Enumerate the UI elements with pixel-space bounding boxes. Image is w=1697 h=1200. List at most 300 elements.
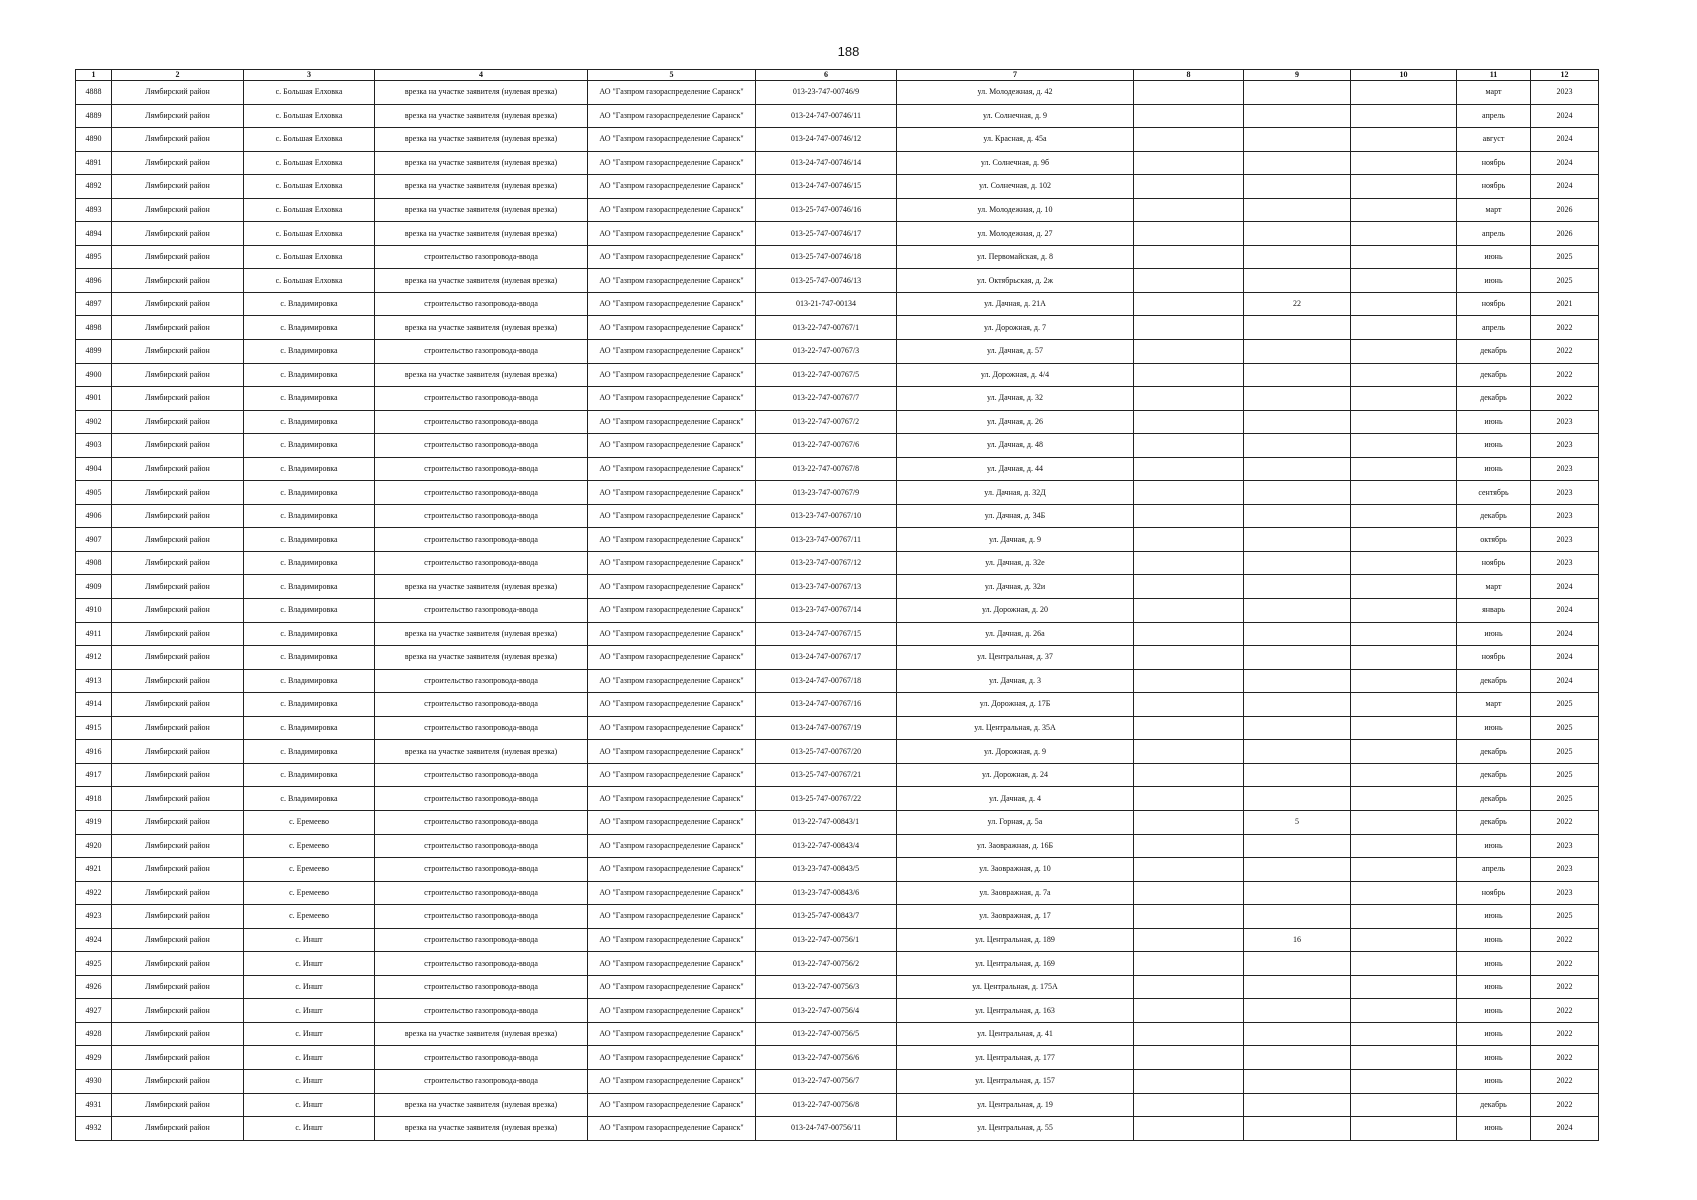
month-cell: ноябрь [1457,551,1531,575]
year-cell: 2023 [1531,481,1599,505]
month-cell: декабрь [1457,763,1531,787]
column-10-cell [1351,1069,1457,1093]
work-type-cell: врезка на участке заявителя (нулевая врезка) [375,104,588,128]
column-10-cell [1351,763,1457,787]
address-cell: ул. Дачная, д. 32Д [897,481,1134,505]
district-cell: Лямбирский район [112,504,244,528]
table-row [76,104,1599,128]
settlement-cell: с. Иншт [244,1117,375,1141]
column-9-cell [1244,858,1351,882]
column-9-cell [1244,740,1351,764]
row-number-cell: 4917 [76,763,112,787]
column-8-cell [1134,952,1244,976]
column-9-cell [1244,269,1351,293]
table-row [76,834,1599,858]
month-cell: июнь [1457,269,1531,293]
column-header: 5 [588,70,756,81]
address-cell: ул. Заовражная, д. 10 [897,858,1134,882]
header-row [76,70,1599,81]
row-number-cell: 4912 [76,646,112,670]
district-cell: Лямбирский район [112,881,244,905]
work-type-cell: врезка на участке заявителя (нулевая врезка) [375,1022,588,1046]
settlement-cell: с. Иншт [244,1046,375,1070]
column-8-cell [1134,481,1244,505]
row-number-cell: 4923 [76,905,112,929]
table-row [76,905,1599,929]
row-number-cell: 4898 [76,316,112,340]
column-8-cell [1134,975,1244,999]
row-number-cell: 4927 [76,999,112,1023]
contract-number-cell: 013-23-747-00767/14 [756,599,897,623]
address-cell: ул. Октябрьская, д. 2ж [897,269,1134,293]
month-cell: июнь [1457,410,1531,434]
row-number-cell: 4922 [76,881,112,905]
year-cell: 2025 [1531,716,1599,740]
column-8-cell [1134,693,1244,717]
month-cell: июнь [1457,952,1531,976]
column-10-cell [1351,881,1457,905]
district-cell: Лямбирский район [112,222,244,246]
address-cell: ул. Дачная, д. 32 [897,387,1134,411]
table-row [76,740,1599,764]
row-number-cell: 4918 [76,787,112,811]
address-cell: ул. Центральная, д. 169 [897,952,1134,976]
row-number-cell: 4913 [76,669,112,693]
row-number-cell: 4901 [76,387,112,411]
organization-cell: АО "Газпром газораспределение Саранск" [588,457,756,481]
district-cell: Лямбирский район [112,528,244,552]
settlement-cell: с. Иншт [244,999,375,1023]
column-8-cell [1134,528,1244,552]
column-8-cell [1134,646,1244,670]
contract-number-cell: 013-25-747-00746/17 [756,222,897,246]
column-9-cell [1244,975,1351,999]
table-row [76,410,1599,434]
settlement-cell: с. Владимировка [244,504,375,528]
column-8-cell [1134,1093,1244,1117]
settlement-cell: с. Владимировка [244,457,375,481]
table-row [76,151,1599,175]
column-8-cell [1134,810,1244,834]
row-number-cell: 4892 [76,175,112,199]
column-8-cell [1134,387,1244,411]
column-9-cell: 16 [1244,928,1351,952]
month-cell: декабрь [1457,787,1531,811]
table-row [76,198,1599,222]
organization-cell: АО "Газпром газораспределение Саранск" [588,763,756,787]
column-8-cell [1134,504,1244,528]
work-type-cell: строительство газопровода-ввода [375,387,588,411]
column-9-cell [1244,716,1351,740]
contract-number-cell: 013-24-747-00746/14 [756,151,897,175]
year-cell: 2025 [1531,269,1599,293]
year-cell: 2024 [1531,669,1599,693]
settlement-cell: с. Большая Елховка [244,245,375,269]
contract-number-cell: 013-22-747-00756/7 [756,1069,897,1093]
column-9-cell [1244,434,1351,458]
month-cell: апрель [1457,222,1531,246]
column-9-cell [1244,1117,1351,1141]
column-8-cell [1134,104,1244,128]
settlement-cell: с. Владимировка [244,316,375,340]
column-10-cell [1351,575,1457,599]
row-number-cell: 4900 [76,363,112,387]
district-cell: Лямбирский район [112,340,244,364]
year-cell: 2025 [1531,245,1599,269]
organization-cell: АО "Газпром газораспределение Саранск" [588,669,756,693]
contract-number-cell: 013-25-747-00746/16 [756,198,897,222]
address-cell: ул. Центральная, д. 37 [897,646,1134,670]
table-row [76,693,1599,717]
address-cell: ул. Дачная, д. 32и [897,575,1134,599]
month-cell: июнь [1457,834,1531,858]
work-type-cell: врезка на участке заявителя (нулевая врезка) [375,151,588,175]
year-cell: 2024 [1531,128,1599,152]
column-8-cell [1134,1069,1244,1093]
column-10-cell [1351,787,1457,811]
column-8-cell [1134,434,1244,458]
address-cell: ул. Дорожная, д. 17Б [897,693,1134,717]
address-cell: ул. Центральная, д. 189 [897,928,1134,952]
district-cell: Лямбирский район [112,363,244,387]
settlement-cell: с. Владимировка [244,740,375,764]
column-header: 10 [1351,70,1457,81]
table-row [76,81,1599,105]
district-cell: Лямбирский район [112,1069,244,1093]
year-cell: 2023 [1531,858,1599,882]
month-cell: ноябрь [1457,646,1531,670]
column-10-cell [1351,104,1457,128]
work-type-cell: врезка на участке заявителя (нулевая врезка) [375,222,588,246]
column-9-cell [1244,316,1351,340]
organization-cell: АО "Газпром газораспределение Саранск" [588,810,756,834]
settlement-cell: с. Еремеево [244,858,375,882]
year-cell: 2023 [1531,504,1599,528]
column-9-cell [1244,128,1351,152]
contract-number-cell: 013-22-747-00767/2 [756,410,897,434]
address-cell: ул. Дачная, д. 21А [897,292,1134,316]
column-8-cell [1134,316,1244,340]
month-cell: март [1457,575,1531,599]
month-cell: апрель [1457,858,1531,882]
column-8-cell [1134,669,1244,693]
work-type-cell: строительство газопровода-ввода [375,669,588,693]
contract-number-cell: 013-22-747-00756/8 [756,1093,897,1117]
address-cell: ул. Горная, д. 5а [897,810,1134,834]
month-cell: декабрь [1457,1093,1531,1117]
contract-number-cell: 013-21-747-00134 [756,292,897,316]
year-cell: 2022 [1531,1022,1599,1046]
work-type-cell: строительство газопровода-ввода [375,810,588,834]
organization-cell: АО "Газпром газораспределение Саранск" [588,646,756,670]
organization-cell: АО "Газпром газораспределение Саранск" [588,858,756,882]
organization-cell: АО "Газпром газораспределение Саранск" [588,1046,756,1070]
organization-cell: АО "Газпром газораспределение Саранск" [588,693,756,717]
address-cell: ул. Центральная, д. 157 [897,1069,1134,1093]
contract-number-cell: 013-23-747-00767/12 [756,551,897,575]
register-table [75,69,1599,1141]
address-cell: ул. Центральная, д. 175А [897,975,1134,999]
settlement-cell: с. Владимировка [244,363,375,387]
work-type-cell: строительство газопровода-ввода [375,1069,588,1093]
column-8-cell [1134,198,1244,222]
month-cell: март [1457,693,1531,717]
row-number-cell: 4930 [76,1069,112,1093]
row-number-cell: 4908 [76,551,112,575]
row-number-cell: 4899 [76,340,112,364]
organization-cell: АО "Газпром газораспределение Саранск" [588,363,756,387]
address-cell: ул. Молодежная, д. 42 [897,81,1134,105]
table-row [76,504,1599,528]
column-10-cell [1351,387,1457,411]
table-row [76,599,1599,623]
settlement-cell: с. Большая Елховка [244,151,375,175]
address-cell: ул. Дачная, д. 57 [897,340,1134,364]
work-type-cell: врезка на участке заявителя (нулевая врезка) [375,363,588,387]
column-8-cell [1134,575,1244,599]
year-cell: 2025 [1531,763,1599,787]
table-row [76,787,1599,811]
contract-number-cell: 013-24-747-00756/11 [756,1117,897,1141]
organization-cell: АО "Газпром газораспределение Саранск" [588,316,756,340]
column-8-cell [1134,363,1244,387]
organization-cell: АО "Газпром газораспределение Саранск" [588,245,756,269]
month-cell: ноябрь [1457,881,1531,905]
contract-number-cell: 013-23-747-00767/11 [756,528,897,552]
table-row [76,622,1599,646]
column-9-cell: 22 [1244,292,1351,316]
work-type-cell: врезка на участке заявителя (нулевая врезка) [375,128,588,152]
contract-number-cell: 013-22-747-00756/3 [756,975,897,999]
table-row [76,316,1599,340]
year-cell: 2024 [1531,1117,1599,1141]
column-8-cell [1134,457,1244,481]
district-cell: Лямбирский район [112,457,244,481]
district-cell: Лямбирский район [112,481,244,505]
column-header: 2 [112,70,244,81]
column-10-cell [1351,128,1457,152]
contract-number-cell: 013-25-747-00746/13 [756,269,897,293]
district-cell: Лямбирский район [112,151,244,175]
row-number-cell: 4926 [76,975,112,999]
year-cell: 2022 [1531,928,1599,952]
table-row [76,292,1599,316]
address-cell: ул. Дачная, д. 44 [897,457,1134,481]
column-8-cell [1134,128,1244,152]
year-cell: 2024 [1531,175,1599,199]
organization-cell: АО "Газпром газораспределение Саранск" [588,952,756,976]
year-cell: 2022 [1531,1046,1599,1070]
address-cell: ул. Дорожная, д. 4/4 [897,363,1134,387]
contract-number-cell: 013-22-747-00767/1 [756,316,897,340]
table-row [76,175,1599,199]
row-number-cell: 4894 [76,222,112,246]
month-cell: июнь [1457,999,1531,1023]
contract-number-cell: 013-25-747-00767/21 [756,763,897,787]
settlement-cell: с. Владимировка [244,410,375,434]
organization-cell: АО "Газпром газораспределение Саранск" [588,340,756,364]
contract-number-cell: 013-24-747-00746/11 [756,104,897,128]
column-8-cell [1134,1022,1244,1046]
work-type-cell: строительство газопровода-ввода [375,858,588,882]
column-9-cell [1244,340,1351,364]
column-header: 11 [1457,70,1531,81]
column-8-cell [1134,222,1244,246]
column-10-cell [1351,551,1457,575]
column-9-cell [1244,646,1351,670]
row-number-cell: 4890 [76,128,112,152]
work-type-cell: строительство газопровода-ввода [375,1046,588,1070]
year-cell: 2022 [1531,975,1599,999]
district-cell: Лямбирский район [112,834,244,858]
row-number-cell: 4907 [76,528,112,552]
organization-cell: АО "Газпром газораспределение Саранск" [588,575,756,599]
table-row [76,222,1599,246]
settlement-cell: с. Владимировка [244,716,375,740]
column-10-cell [1351,151,1457,175]
district-cell: Лямбирский район [112,104,244,128]
column-9-cell [1244,1022,1351,1046]
table-row [76,999,1599,1023]
work-type-cell: строительство газопровода-ввода [375,928,588,952]
column-10-cell [1351,693,1457,717]
column-8-cell [1134,1117,1244,1141]
contract-number-cell: 013-22-747-00767/8 [756,457,897,481]
organization-cell: АО "Газпром газораспределение Саранск" [588,1069,756,1093]
district-cell: Лямбирский район [112,128,244,152]
table-row [76,763,1599,787]
month-cell: декабрь [1457,504,1531,528]
address-cell: ул. Центральная, д. 55 [897,1117,1134,1141]
settlement-cell: с. Владимировка [244,528,375,552]
year-cell: 2023 [1531,434,1599,458]
column-header: 6 [756,70,897,81]
column-10-cell [1351,316,1457,340]
table-row [76,363,1599,387]
organization-cell: АО "Газпром газораспределение Саранск" [588,504,756,528]
row-number-cell: 4910 [76,599,112,623]
column-8-cell [1134,551,1244,575]
table-row [76,858,1599,882]
address-cell: ул. Молодежная, д. 27 [897,222,1134,246]
contract-number-cell: 013-24-747-00767/15 [756,622,897,646]
column-9-cell [1244,175,1351,199]
table-row [76,669,1599,693]
column-10-cell [1351,269,1457,293]
contract-number-cell: 013-23-747-00767/13 [756,575,897,599]
page-number: 188 [837,44,860,59]
column-9-cell [1244,599,1351,623]
settlement-cell: с. Большая Елховка [244,128,375,152]
district-cell: Лямбирский район [112,1022,244,1046]
year-cell: 2025 [1531,905,1599,929]
column-10-cell [1351,834,1457,858]
district-cell: Лямбирский район [112,175,244,199]
column-10-cell [1351,410,1457,434]
settlement-cell: с. Иншт [244,928,375,952]
work-type-cell: строительство газопровода-ввода [375,999,588,1023]
address-cell: ул. Красная, д. 45а [897,128,1134,152]
address-cell: ул. Центральная, д. 19 [897,1093,1134,1117]
column-8-cell [1134,834,1244,858]
address-cell: ул. Солнечная, д. 9 [897,104,1134,128]
year-cell: 2026 [1531,198,1599,222]
month-cell: август [1457,128,1531,152]
district-cell: Лямбирский район [112,316,244,340]
contract-number-cell: 013-25-747-00843/7 [756,905,897,929]
column-9-cell [1244,575,1351,599]
work-type-cell: строительство газопровода-ввода [375,975,588,999]
settlement-cell: с. Иншт [244,952,375,976]
settlement-cell: с. Иншт [244,1069,375,1093]
settlement-cell: с. Владимировка [244,646,375,670]
settlement-cell: с. Владимировка [244,622,375,646]
row-number-cell: 4929 [76,1046,112,1070]
address-cell: ул. Дачная, д. 32е [897,551,1134,575]
month-cell: сентябрь [1457,481,1531,505]
row-number-cell: 4931 [76,1093,112,1117]
column-8-cell [1134,292,1244,316]
column-8-cell [1134,81,1244,105]
row-number-cell: 4897 [76,292,112,316]
contract-number-cell: 013-22-747-00767/3 [756,340,897,364]
row-number-cell: 4911 [76,622,112,646]
contract-number-cell: 013-23-747-00746/9 [756,81,897,105]
work-type-cell: строительство газопровода-ввода [375,716,588,740]
year-cell: 2024 [1531,104,1599,128]
organization-cell: АО "Газпром газораспределение Саранск" [588,1093,756,1117]
year-cell: 2023 [1531,528,1599,552]
address-cell: ул. Центральная, д. 177 [897,1046,1134,1070]
organization-cell: АО "Газпром газораспределение Саранск" [588,104,756,128]
column-header: 9 [1244,70,1351,81]
column-9-cell [1244,1093,1351,1117]
row-number-cell: 4902 [76,410,112,434]
column-8-cell [1134,340,1244,364]
month-cell: декабрь [1457,363,1531,387]
column-9-cell [1244,787,1351,811]
row-number-cell: 4932 [76,1117,112,1141]
column-9-cell [1244,410,1351,434]
work-type-cell: строительство газопровода-ввода [375,693,588,717]
district-cell: Лямбирский район [112,928,244,952]
settlement-cell: с. Владимировка [244,787,375,811]
address-cell: ул. Молодежная, д. 10 [897,198,1134,222]
month-cell: июнь [1457,1046,1531,1070]
address-cell: ул. Дачная, д. 26а [897,622,1134,646]
column-10-cell [1351,245,1457,269]
month-cell: март [1457,198,1531,222]
row-number-cell: 4895 [76,245,112,269]
district-cell: Лямбирский район [112,905,244,929]
row-number-cell: 4920 [76,834,112,858]
year-cell: 2024 [1531,575,1599,599]
settlement-cell: с. Иншт [244,975,375,999]
district-cell: Лямбирский район [112,292,244,316]
column-10-cell [1351,1046,1457,1070]
work-type-cell: строительство газопровода-ввода [375,410,588,434]
contract-number-cell: 013-23-747-00843/6 [756,881,897,905]
row-number-cell: 4905 [76,481,112,505]
column-10-cell [1351,740,1457,764]
organization-cell: АО "Газпром газораспределение Саранск" [588,1117,756,1141]
district-cell: Лямбирский район [112,622,244,646]
column-10-cell [1351,905,1457,929]
month-cell: апрель [1457,104,1531,128]
month-cell: ноябрь [1457,175,1531,199]
district-cell: Лямбирский район [112,1117,244,1141]
contract-number-cell: 013-22-747-00756/4 [756,999,897,1023]
